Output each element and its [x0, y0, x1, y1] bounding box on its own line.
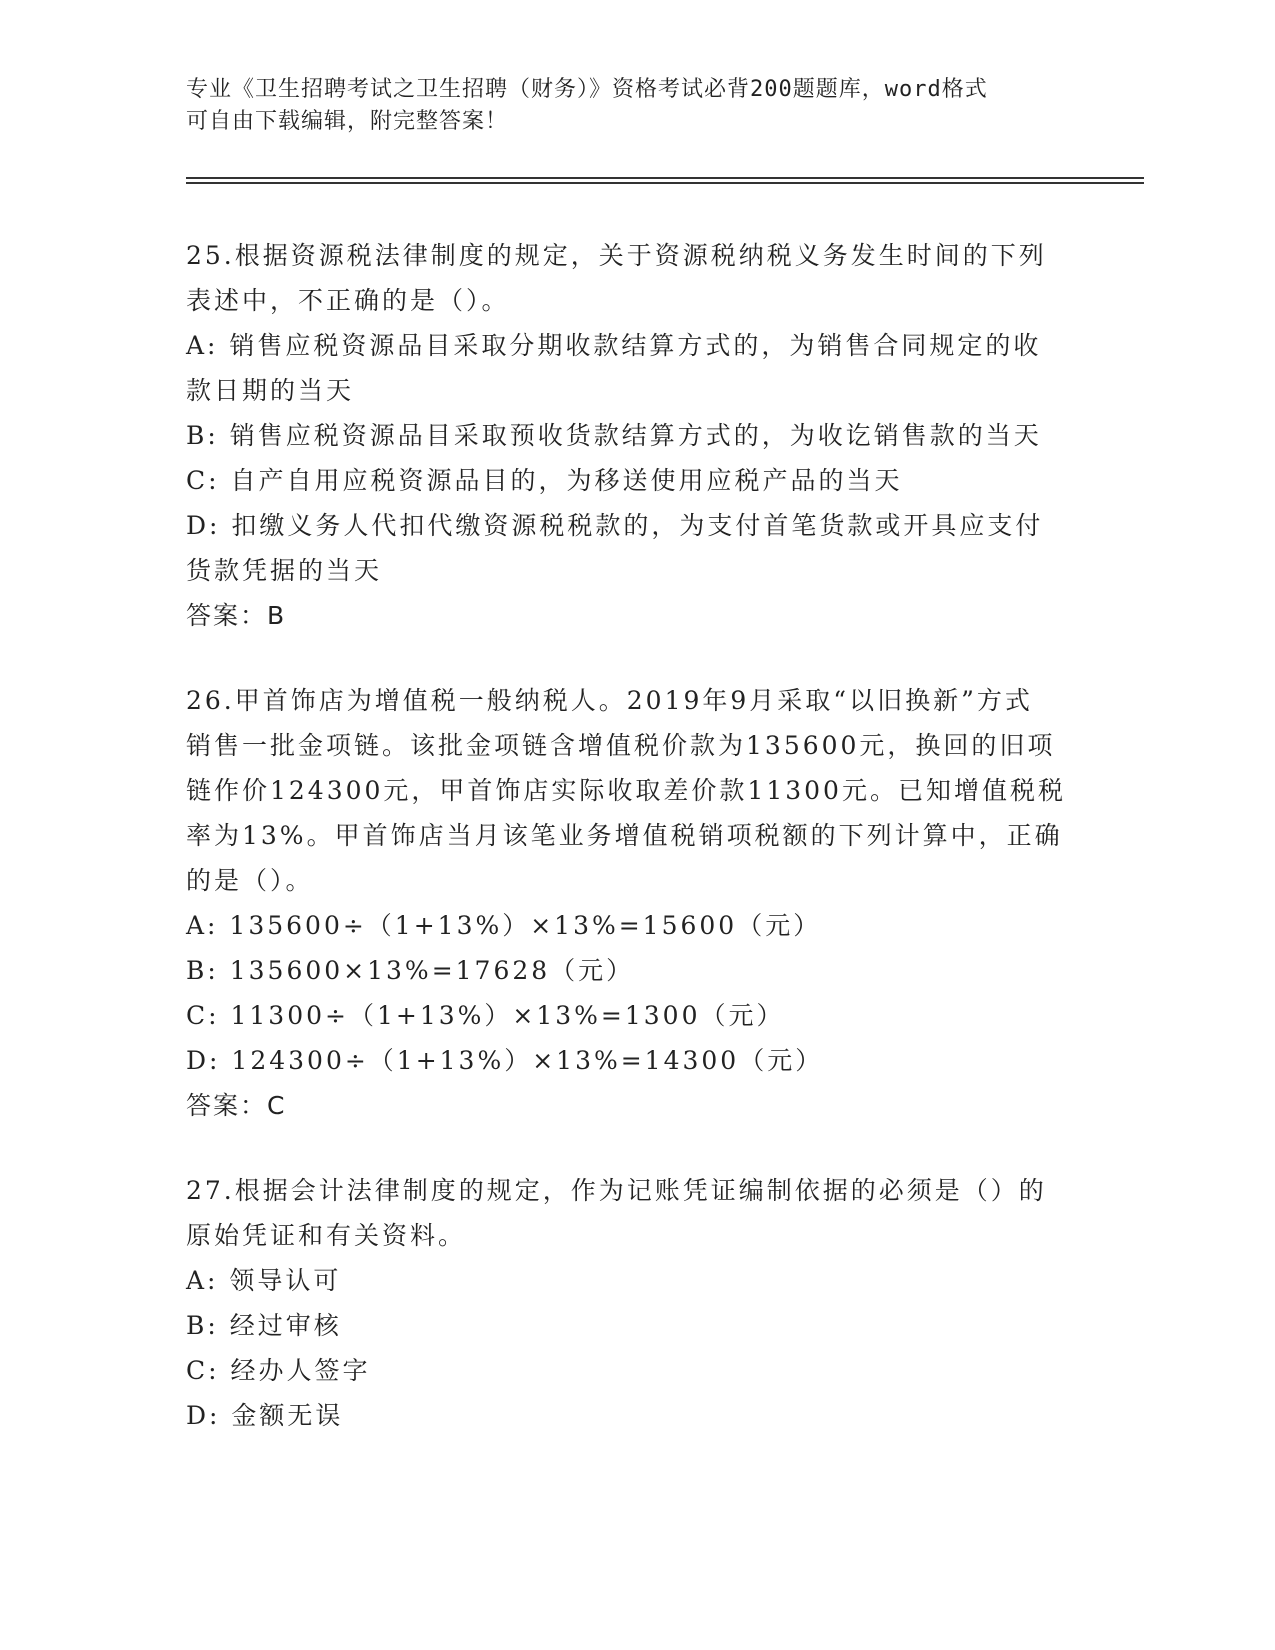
option-d: D: 124300÷（1+13%）×13%=14300（元） — [186, 1046, 824, 1075]
option-b: B: 135600×13%=17628（元） — [186, 956, 635, 985]
option-c: C: 自产自用应税资源品目的，为移送使用应税产品的当天 — [186, 466, 903, 495]
option-c: C: 经办人签字 — [186, 1356, 371, 1385]
header-line-2: 可自由下载编辑，附完整答案！ — [186, 109, 509, 134]
answer-label: 答案：B — [186, 601, 287, 630]
option-d: D: 扣缴义务人代扣代缴资源税税款的，为支付首笔货款或开具应支付 — [186, 511, 1044, 540]
option-c: C: 11300÷（1+13%）×13%=1300（元） — [186, 1001, 785, 1030]
question-stem-line: 的是（）。 — [186, 866, 314, 895]
option-a: A: 销售应税资源品目采取分期收款结算方式的，为销售合同规定的收 — [186, 331, 1042, 360]
header-divider-top — [186, 177, 1144, 179]
question-stem-line: 原始凭证和有关资料。 — [186, 1221, 467, 1250]
question-stem-line: 27.根据会计法律制度的规定，作为记账凭证编制依据的必须是（）的 — [186, 1176, 1047, 1205]
option-a-continued: 款日期的当天 — [186, 376, 355, 405]
question-26 — [186, 678, 1076, 1128]
question-list — [186, 233, 1076, 1478]
question-stem-line: 率为13%。甲首饰店当月该笔业务增值税销项税额的下列计算中，正确 — [186, 821, 1063, 850]
option-a: A: 135600÷（1+13%）×13%=15600（元） — [186, 911, 822, 940]
question-stem-line: 25.根据资源税法律制度的规定，关于资源税纳税义务发生时间的下列 — [186, 241, 1047, 270]
option-b: B: 销售应税资源品目采取预收货款结算方式的，为收讫销售款的当天 — [186, 421, 1042, 450]
question-25 — [186, 233, 1076, 638]
question-stem-line: 表述中，不正确的是（）。 — [186, 286, 510, 315]
header-line-1: 专业《卫生招聘考试之卫生招聘（财务）》资格考试必背200题题库，word格式 — [186, 77, 988, 102]
option-d: D: 金额无误 — [186, 1401, 344, 1430]
option-d-continued: 货款凭据的当天 — [186, 556, 383, 585]
answer-label: 答案：C — [186, 1091, 287, 1120]
question-stem-line: 链作价124300元，甲首饰店实际收取差价款11300元。已知增值税税 — [186, 776, 1066, 805]
header-divider-bottom — [186, 182, 1144, 184]
document-header — [186, 74, 1066, 138]
question-stem-line: 26.甲首饰店为增值税一般纳税人。2019年9月采取“以旧换新”方式 — [186, 686, 1033, 715]
option-a: A: 领导认可 — [186, 1266, 342, 1295]
question-27 — [186, 1168, 1076, 1438]
question-stem-line: 销售一批金项链。该批金项链含增值税价款为135600元，换回的旧项 — [186, 731, 1056, 760]
option-b: B: 经过审核 — [186, 1311, 342, 1340]
